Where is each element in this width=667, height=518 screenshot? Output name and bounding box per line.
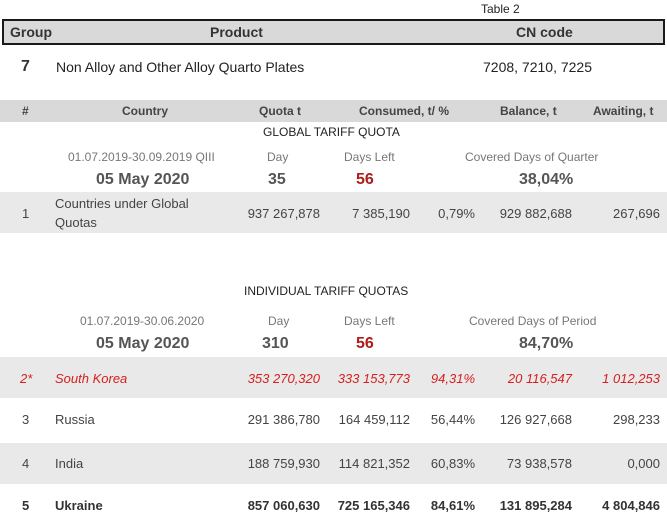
individual-covered-value: 84,70% bbox=[519, 335, 574, 352]
global-day-label: Day bbox=[267, 150, 289, 164]
global-section-title: GLOBAL TARIFF QUOTA bbox=[263, 125, 400, 139]
col-country: Country bbox=[122, 104, 168, 118]
row-balance: 929 882,688 bbox=[499, 206, 572, 221]
row-num: 3 bbox=[22, 412, 30, 427]
global-day-value: 35 bbox=[268, 171, 286, 188]
row-awaiting: 267,696 bbox=[613, 206, 660, 221]
product-header: Product bbox=[210, 24, 263, 40]
row-awaiting: 1 012,253 bbox=[602, 371, 660, 386]
row-quota: 291 386,780 bbox=[247, 412, 320, 427]
row-num: 5 bbox=[22, 498, 30, 513]
row-consumed: 725 165,346 bbox=[337, 498, 410, 513]
individual-days-left-value: 56 bbox=[356, 335, 374, 352]
global-days-left-label: Days Left bbox=[344, 150, 395, 164]
row-consumed-pct: 0,79% bbox=[438, 206, 475, 221]
row-country: South Korea bbox=[55, 371, 128, 386]
row-balance: 20 116,547 bbox=[507, 371, 572, 386]
row-country: Russia bbox=[55, 412, 95, 427]
row-quota: 353 270,320 bbox=[247, 371, 320, 386]
product-cn-code: 7208, 7210, 7225 bbox=[483, 59, 592, 75]
col-consumed: Consumed, t/ % bbox=[359, 104, 450, 118]
row-consumed: 164 459,112 bbox=[338, 412, 410, 427]
individual-period: 01.07.2019-30.06.2020 bbox=[80, 314, 205, 328]
row-quota: 857 060,630 bbox=[247, 498, 320, 513]
group-header-bar bbox=[2, 19, 665, 45]
individual-day-value: 310 bbox=[262, 335, 289, 352]
row-consumed: 333 153,773 bbox=[337, 371, 410, 386]
row-country: Ukraine bbox=[55, 498, 103, 513]
col-balance: Balance, t bbox=[500, 104, 557, 118]
table-label: Table 2 bbox=[481, 2, 520, 16]
group-header: Group bbox=[10, 24, 52, 40]
individual-date: 05 May 2020 bbox=[96, 335, 190, 352]
individual-day-label: Day bbox=[268, 314, 290, 328]
cn-code-header: CN code bbox=[516, 24, 573, 40]
col-awaiting: Awaiting, t bbox=[593, 104, 654, 118]
row-awaiting: 4 804,846 bbox=[602, 498, 660, 513]
global-date: 05 May 2020 bbox=[96, 171, 190, 188]
row-consumed: 7 385,190 bbox=[352, 206, 410, 221]
global-period: 01.07.2019-30.09.2019 QIII bbox=[68, 150, 215, 164]
row-num: 1 bbox=[22, 206, 30, 221]
row-quota: 188 759,930 bbox=[247, 456, 320, 471]
row-balance: 73 938,578 bbox=[506, 456, 572, 471]
col-quota: Quota t bbox=[259, 104, 301, 118]
row-balance: 126 927,668 bbox=[499, 412, 572, 427]
row-consumed-pct: 84,61% bbox=[430, 498, 475, 513]
col-num: # bbox=[22, 104, 29, 118]
row-num: 4 bbox=[22, 456, 30, 471]
individual-section-title: INDIVIDUAL TARIFF QUOTAS bbox=[244, 284, 409, 298]
row-awaiting: 298,233 bbox=[613, 412, 660, 427]
row-consumed-pct: 94,31% bbox=[430, 371, 475, 386]
row-balance: 131 895,284 bbox=[499, 498, 572, 513]
row-country-line1: Countries under Global bbox=[55, 196, 189, 211]
row-num: 2* bbox=[20, 371, 33, 386]
product-name: Non Alloy and Other Alloy Quarto Plates bbox=[56, 59, 305, 75]
row-awaiting: 0,000 bbox=[627, 456, 660, 471]
global-covered-label: Covered Days of Quarter bbox=[465, 150, 599, 164]
row-consumed-pct: 56,44% bbox=[430, 412, 475, 427]
individual-days-left-label: Days Left bbox=[344, 314, 395, 328]
product-group-number: 7 bbox=[21, 58, 30, 75]
individual-covered-label: Covered Days of Period bbox=[469, 314, 597, 328]
column-header-bar bbox=[0, 100, 667, 122]
row-consumed-pct: 60,83% bbox=[430, 456, 475, 471]
row-country-line2: Quotas bbox=[55, 215, 97, 230]
row-quota: 937 267,878 bbox=[247, 206, 320, 221]
global-covered-value: 38,04% bbox=[519, 171, 574, 188]
global-days-left-value: 56 bbox=[356, 171, 374, 188]
row-country: India bbox=[55, 456, 84, 471]
row-consumed: 114 821,352 bbox=[338, 456, 410, 471]
